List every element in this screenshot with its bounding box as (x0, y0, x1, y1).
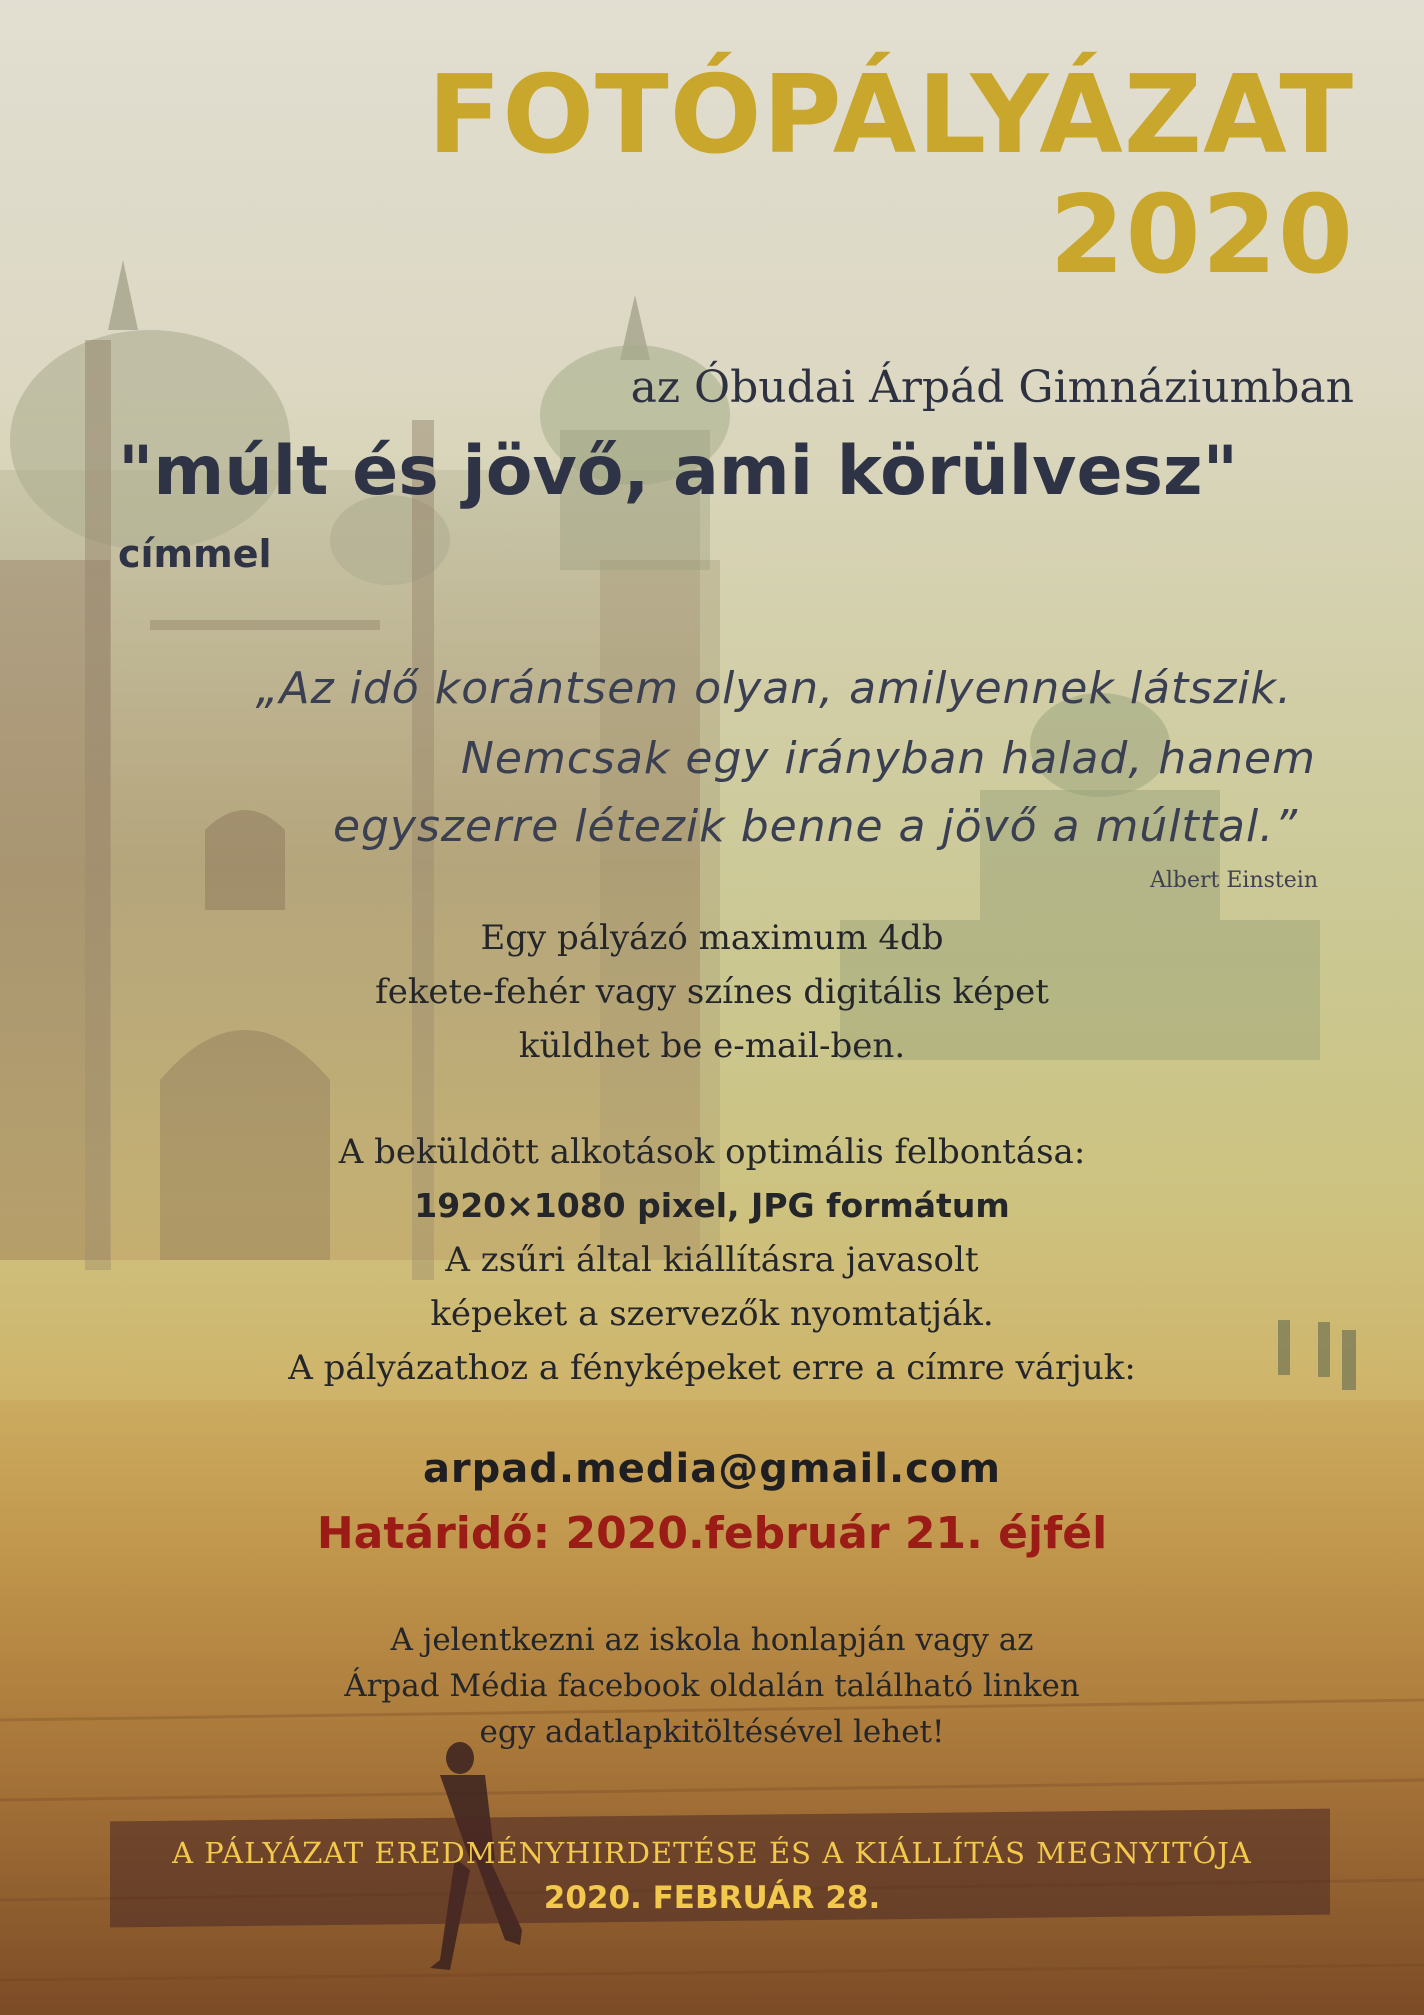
rules-line-5: képeket a szervezők nyomtatják. (430, 1294, 994, 1334)
school-subtitle: az Óbudai Árpád Gimnáziumban (630, 362, 1354, 413)
contact-email-link[interactable]: arpad.media@gmail.com (422, 1446, 1002, 1492)
signup-line-2: Árpad Média facebook oldalán található linken (344, 1668, 1080, 1704)
rules-line-1: Egy pályázó maximum 4db (480, 918, 944, 958)
quote-line-1: „Az idő korántsem olyan, amilyennek látszik. (255, 663, 1292, 714)
motto: "múlt és jövő, ami körülvesz" (118, 432, 1239, 511)
rules-line-4: A zsűri által kiállításra javasolt (445, 1240, 979, 1280)
signup-line-1: A jelentkezni az iskola honlapján vagy az (390, 1622, 1034, 1658)
footer-date: 2020. FEBRUÁR 28. (543, 1880, 881, 1916)
footer-announcement: A PÁLYÁZAT EREDMÉNYHIRDETÉSE ÉS A KIÁLLÍTÁS MEGNYITÓJA (172, 1836, 1252, 1870)
rules-line-2: fekete-fehér vagy színes digitális képet (375, 972, 1049, 1012)
quote-line-2: Nemcsak egy irányban halad, hanem (461, 733, 1316, 784)
resolution-intro: A beküldött alkotások optimális felbontása: (338, 1132, 1086, 1172)
quote-line-3: egyszerre létezik benne a jövő a múlttal.” (332, 801, 1298, 852)
motto-suffix: címmel (118, 532, 272, 576)
resolution-value: 1920×1080 pixel, JPG formátum (414, 1186, 1010, 1225)
rules-line-3: küldhet be e-mail-ben. (518, 1026, 906, 1066)
poster-year: 2020 (1049, 173, 1354, 298)
signup-line-3: egy adatlapkitöltésével lehet! (479, 1714, 945, 1750)
poster-title: FOTÓPÁLYÁZAT (427, 53, 1354, 178)
deadline: Határidő: 2020.február 21. éjfél (316, 1508, 1108, 1559)
quote-author: Albert Einstein (1150, 868, 1318, 893)
rules-line-6: A pályázathoz a fényképeket erre a címre várjuk: (288, 1348, 1136, 1388)
